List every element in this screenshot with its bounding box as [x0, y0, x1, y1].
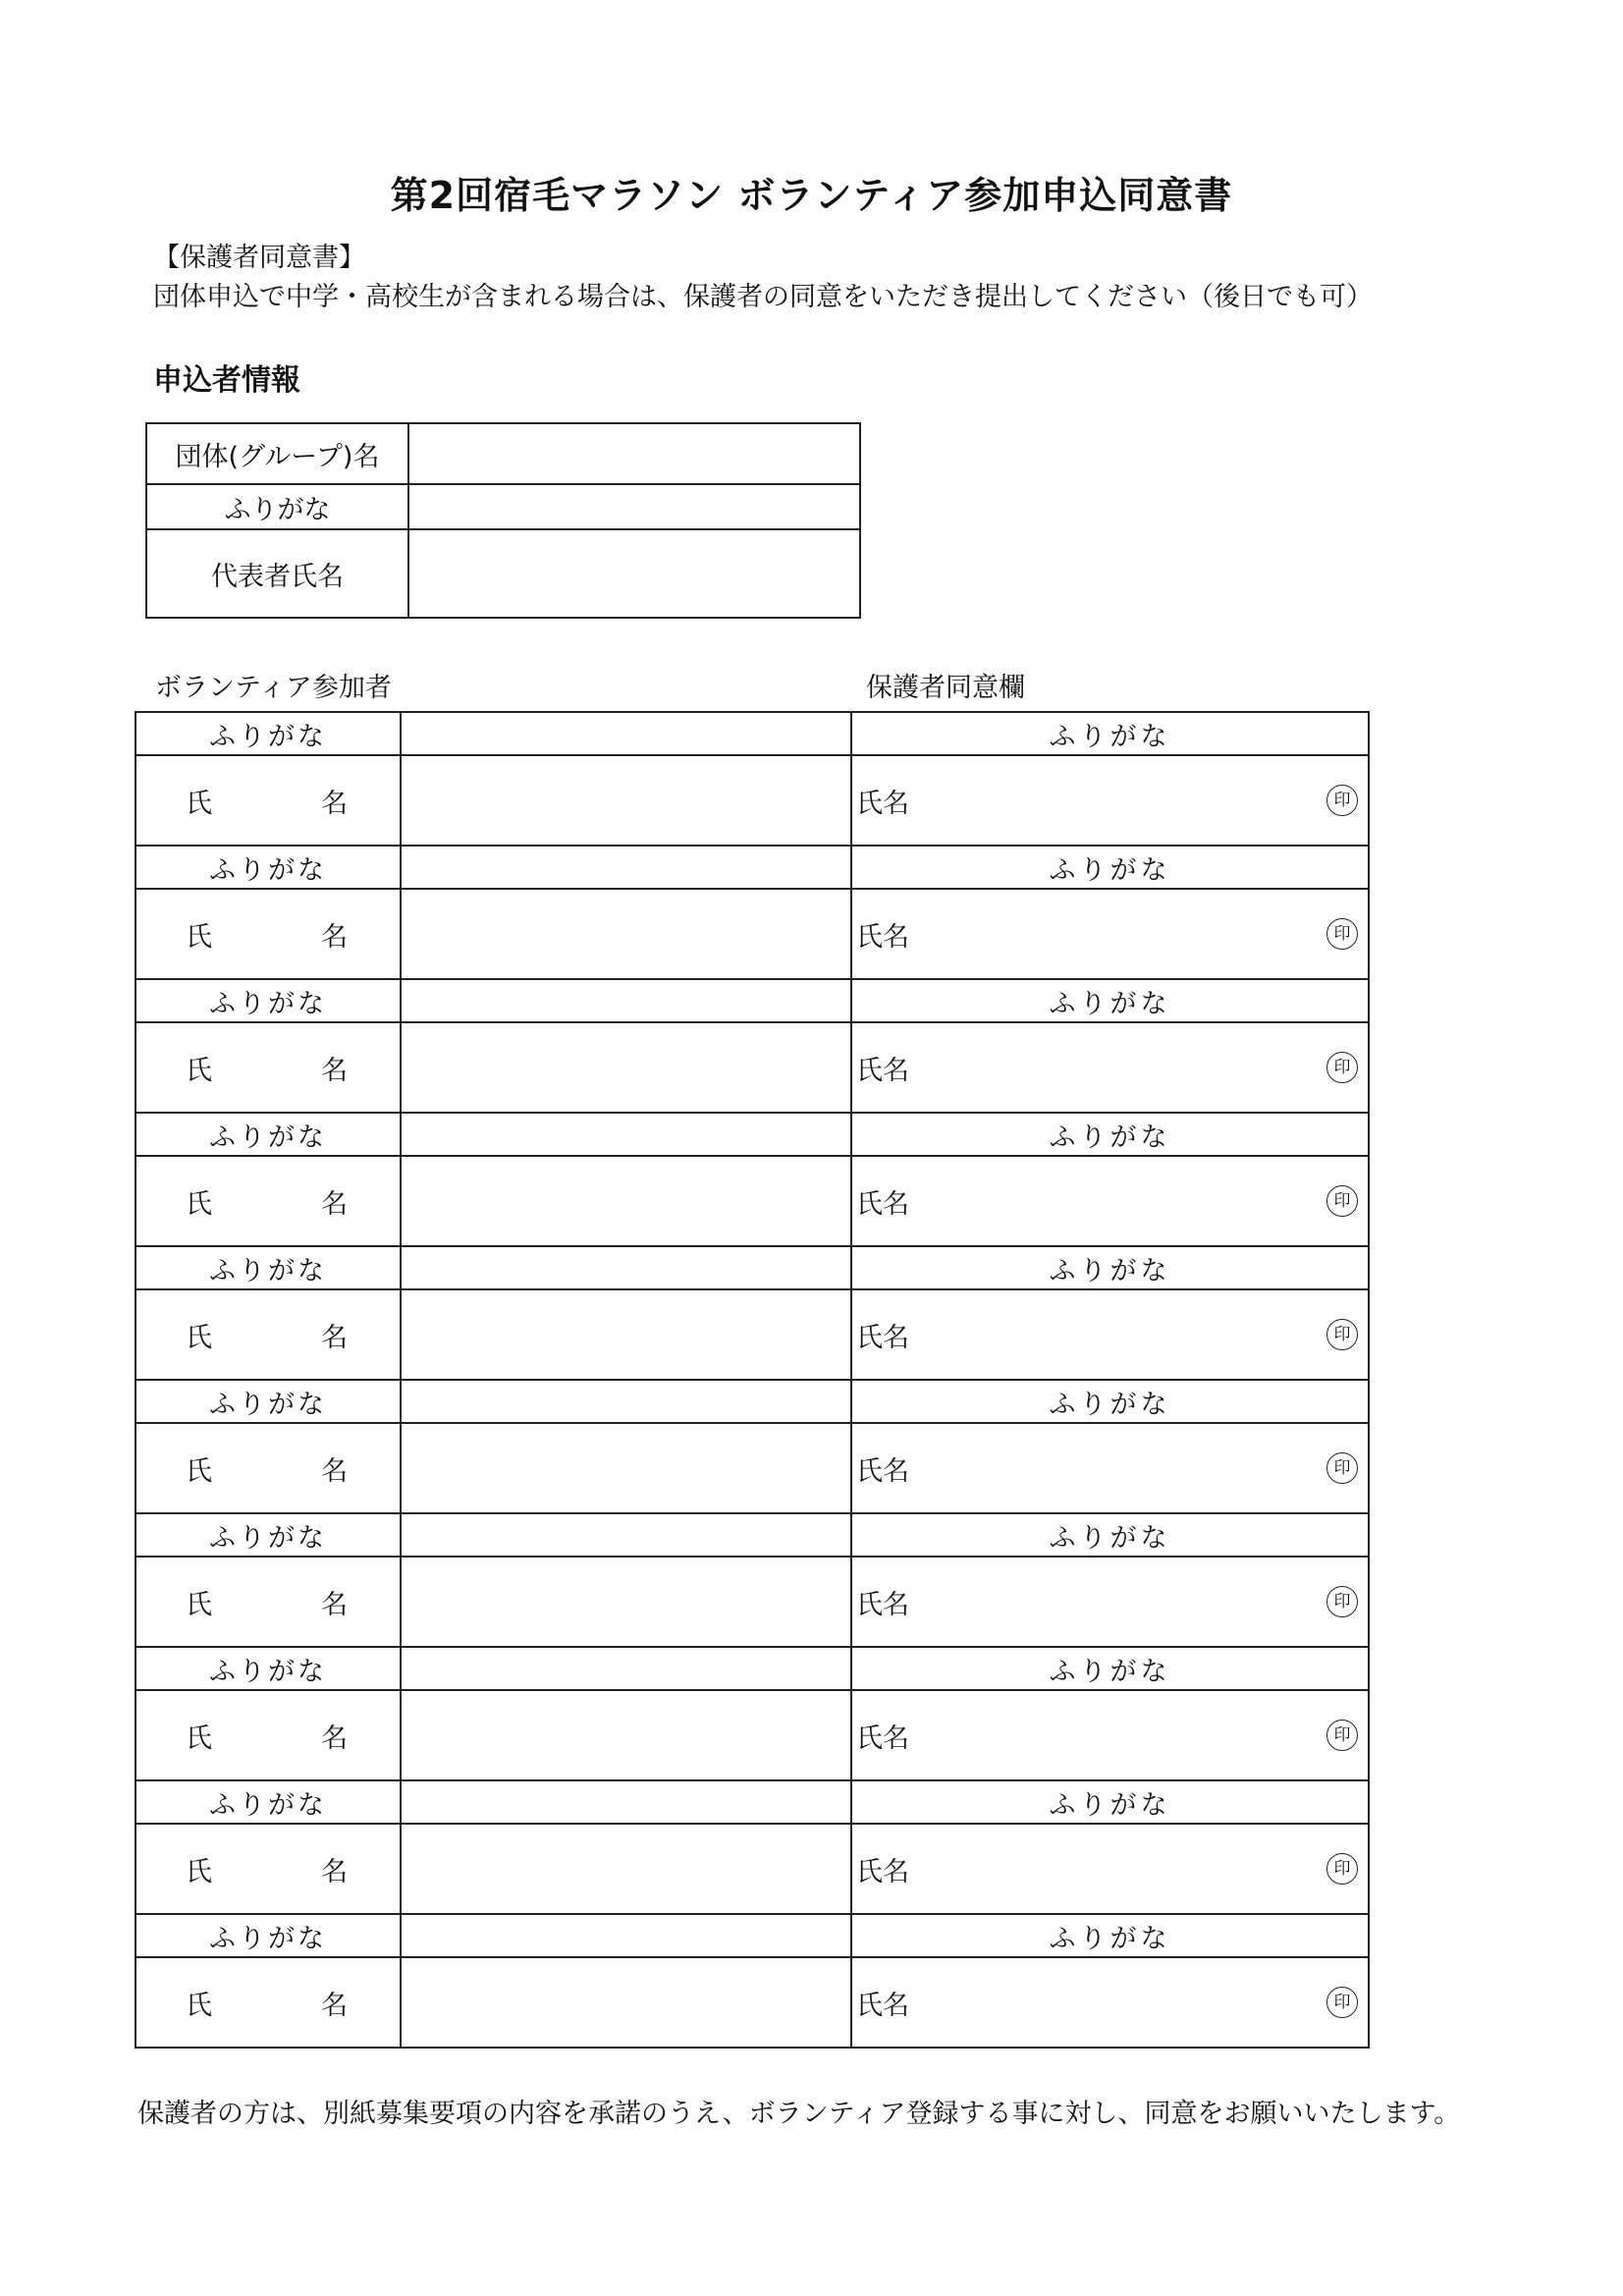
- guardian-name-label: 氏名: [856, 921, 909, 953]
- guardian-name-label: 氏名: [856, 1990, 909, 2021]
- roster-name-row: [135, 1824, 1369, 1914]
- volunteer-furigana-label: ふりがな: [135, 1246, 401, 1289]
- seal-mark-icon: 印: [1326, 1452, 1358, 1484]
- guardian-name-label: 氏名: [856, 1455, 909, 1487]
- volunteer-furigana-field[interactable]: [401, 979, 851, 1022]
- volunteer-name-label-family: 氏: [186, 788, 215, 819]
- roster-furigana-row: [135, 1647, 1369, 1690]
- volunteer-furigana-field[interactable]: [401, 1513, 851, 1557]
- roster-name-row: [135, 1557, 1369, 1647]
- volunteer-furigana-label: ふりがな: [135, 1647, 401, 1690]
- volunteer-name-field[interactable]: [401, 1690, 851, 1780]
- volunteer-furigana-field[interactable]: [401, 1380, 851, 1423]
- guardian-name-label: 氏名: [856, 1188, 909, 1220]
- volunteer-furigana-label: ふりがな: [135, 1380, 401, 1423]
- roster-name-row: [135, 1957, 1369, 2048]
- volunteer-name-label-cell: [135, 1690, 401, 1780]
- volunteer-name-label-given: 名: [321, 1322, 351, 1353]
- roster-furigana-row: [135, 712, 1369, 755]
- volunteer-name-field[interactable]: [401, 889, 851, 979]
- guardian-name-label: 氏名: [856, 1856, 909, 1887]
- guardian-name-field[interactable]: [851, 1289, 1369, 1380]
- volunteer-name-field[interactable]: [401, 1957, 851, 2048]
- representative-name-label: 代表者氏名: [146, 529, 408, 618]
- seal-mark-icon: 印: [1326, 1720, 1358, 1751]
- guardian-name-field[interactable]: [851, 1824, 1369, 1914]
- guardian-furigana-label[interactable]: ふりがな: [851, 1113, 1369, 1156]
- volunteer-name-label-given: 名: [321, 1990, 351, 2021]
- roster-furigana-row: [135, 846, 1369, 889]
- seal-mark-icon: 印: [1326, 1185, 1358, 1217]
- volunteer-furigana-field[interactable]: [401, 1914, 851, 1957]
- volunteer-furigana-field[interactable]: [401, 846, 851, 889]
- volunteer-name-label-family: 氏: [186, 1722, 215, 1754]
- guardian-furigana-label[interactable]: ふりがな: [851, 846, 1369, 889]
- roster-furigana-row: [135, 1513, 1369, 1557]
- guardian-name-field[interactable]: [851, 1423, 1369, 1513]
- volunteer-name-label-cell: [135, 1557, 401, 1647]
- footer-note: 保護者の方は、別紙募集要項の内容を承諾のうえ、ボランティア登録する事に対し、同意をお願いいたします。: [137, 2099, 1461, 2129]
- group-furigana-label: ふりがな: [146, 484, 408, 529]
- volunteer-furigana-field[interactable]: [401, 712, 851, 755]
- volunteer-furigana-label: ふりがな: [135, 1113, 401, 1156]
- volunteer-name-label-given: 名: [321, 788, 351, 819]
- volunteer-furigana-field[interactable]: [401, 1780, 851, 1824]
- volunteer-furigana-label: ふりがな: [135, 712, 401, 755]
- guardian-name-label: 氏名: [856, 1322, 909, 1353]
- volunteer-name-label-family: 氏: [186, 1455, 215, 1487]
- volunteer-furigana-field[interactable]: [401, 1246, 851, 1289]
- guardian-furigana-label[interactable]: ふりがな: [851, 1380, 1369, 1423]
- seal-mark-icon: 印: [1326, 1052, 1358, 1083]
- volunteer-name-field[interactable]: [401, 755, 851, 846]
- notice-heading: 【保護者同意書】: [153, 243, 365, 273]
- volunteer-name-label-family: 氏: [186, 1589, 215, 1620]
- seal-mark-icon: 印: [1326, 1319, 1358, 1350]
- volunteer-name-label-cell: [135, 1156, 401, 1246]
- representative-name-field[interactable]: [408, 529, 860, 618]
- seal-mark-icon: 印: [1326, 1586, 1358, 1617]
- roster-furigana-row: [135, 1246, 1369, 1289]
- guardian-furigana-label[interactable]: ふりがな: [851, 1780, 1369, 1824]
- volunteer-furigana-field[interactable]: [401, 1113, 851, 1156]
- volunteer-furigana-label: ふりがな: [135, 1513, 401, 1557]
- roster-name-row: [135, 1423, 1369, 1513]
- volunteer-caption: ボランティア参加者: [155, 673, 392, 703]
- roster-name-row: [135, 1022, 1369, 1113]
- guardian-name-field[interactable]: [851, 1690, 1369, 1780]
- roster-name-row: [135, 889, 1369, 979]
- volunteer-name-label-family: 氏: [186, 921, 215, 953]
- page-title: 第2回宿毛マラソン ボランティア参加申込同意書: [390, 174, 1233, 217]
- roster-furigana-row: [135, 979, 1369, 1022]
- guardian-furigana-label[interactable]: ふりがな: [851, 712, 1369, 755]
- guardian-name-label: 氏名: [856, 788, 909, 819]
- volunteer-name-label-cell: [135, 1423, 401, 1513]
- volunteer-name-label-family: 氏: [186, 1188, 215, 1220]
- volunteer-name-field[interactable]: [401, 1289, 851, 1380]
- volunteer-furigana-label: ふりがな: [135, 1780, 401, 1824]
- guardian-caption: 保護者同意欄: [866, 673, 1025, 703]
- volunteer-name-label-given: 名: [321, 1055, 351, 1086]
- volunteer-furigana-label: ふりがな: [135, 1914, 401, 1957]
- volunteer-name-field[interactable]: [401, 1022, 851, 1113]
- guardian-furigana-label[interactable]: ふりがな: [851, 979, 1369, 1022]
- roster-name-row: [135, 1289, 1369, 1380]
- volunteer-roster-table: [135, 711, 1370, 2049]
- volunteer-name-label-given: 名: [321, 1856, 351, 1887]
- roster-name-row: [135, 1690, 1369, 1780]
- group-name-label: 団体(グループ)名: [146, 423, 408, 484]
- volunteer-name-label-cell: [135, 889, 401, 979]
- volunteer-name-label-cell: [135, 1957, 401, 2048]
- guardian-furigana-label[interactable]: ふりがな: [851, 1246, 1369, 1289]
- volunteer-name-label-given: 名: [321, 1188, 351, 1220]
- guardian-furigana-label[interactable]: ふりがな: [851, 1513, 1369, 1557]
- volunteer-name-label-given: 名: [321, 921, 351, 953]
- volunteer-name-label-family: 氏: [186, 1856, 215, 1887]
- volunteer-name-field[interactable]: [401, 1557, 851, 1647]
- guardian-name-field[interactable]: [851, 755, 1369, 846]
- guardian-name-field[interactable]: [851, 889, 1369, 979]
- roster-name-row: [135, 1156, 1369, 1246]
- group-furigana-field[interactable]: [408, 484, 860, 529]
- applicant-info-table: [145, 422, 861, 619]
- volunteer-name-label-given: 名: [321, 1589, 351, 1620]
- seal-mark-icon: 印: [1326, 918, 1358, 950]
- volunteer-furigana-label: ふりがな: [135, 979, 401, 1022]
- roster-name-row: [135, 755, 1369, 846]
- volunteer-furigana-field[interactable]: [401, 1647, 851, 1690]
- seal-mark-icon: 印: [1326, 1987, 1358, 2018]
- guardian-furigana-label[interactable]: ふりがな: [851, 1914, 1369, 1957]
- guardian-name-label: 氏名: [856, 1722, 909, 1754]
- guardian-name-field[interactable]: [851, 1156, 1369, 1246]
- guardian-name-field[interactable]: [851, 1022, 1369, 1113]
- notice-body: 団体申込で中学・高校生が含まれる場合は、保護者の同意をいただき提出してください（後日でも可）: [153, 282, 1373, 312]
- guardian-name-field[interactable]: [851, 1557, 1369, 1647]
- volunteer-furigana-label: ふりがな: [135, 846, 401, 889]
- roster-furigana-row: [135, 1380, 1369, 1423]
- volunteer-name-label-cell: [135, 755, 401, 846]
- seal-mark-icon: 印: [1326, 1853, 1358, 1885]
- guardian-furigana-label[interactable]: ふりがな: [851, 1647, 1369, 1690]
- volunteer-name-label-cell: [135, 1289, 401, 1380]
- volunteer-name-label-cell: [135, 1824, 401, 1914]
- volunteer-name-label-family: 氏: [186, 1322, 215, 1353]
- volunteer-name-label-family: 氏: [186, 1990, 215, 2021]
- roster-furigana-row: [135, 1914, 1369, 1957]
- volunteer-name-field[interactable]: [401, 1156, 851, 1246]
- guardian-name-label: 氏名: [856, 1055, 909, 1086]
- volunteer-name-label-family: 氏: [186, 1055, 215, 1086]
- guardian-name-label: 氏名: [856, 1589, 909, 1620]
- roster-furigana-row: [135, 1780, 1369, 1824]
- volunteer-name-field[interactable]: [401, 1824, 851, 1914]
- volunteer-name-label-given: 名: [321, 1722, 351, 1754]
- volunteer-name-field[interactable]: [401, 1423, 851, 1513]
- seal-mark-icon: 印: [1326, 785, 1358, 816]
- volunteer-name-label-cell: [135, 1022, 401, 1113]
- applicant-section-title: 申込者情報: [153, 363, 300, 398]
- roster-furigana-row: [135, 1113, 1369, 1156]
- guardian-name-field[interactable]: [851, 1957, 1369, 2048]
- volunteer-name-label-given: 名: [321, 1455, 351, 1487]
- group-name-field[interactable]: [408, 423, 860, 484]
